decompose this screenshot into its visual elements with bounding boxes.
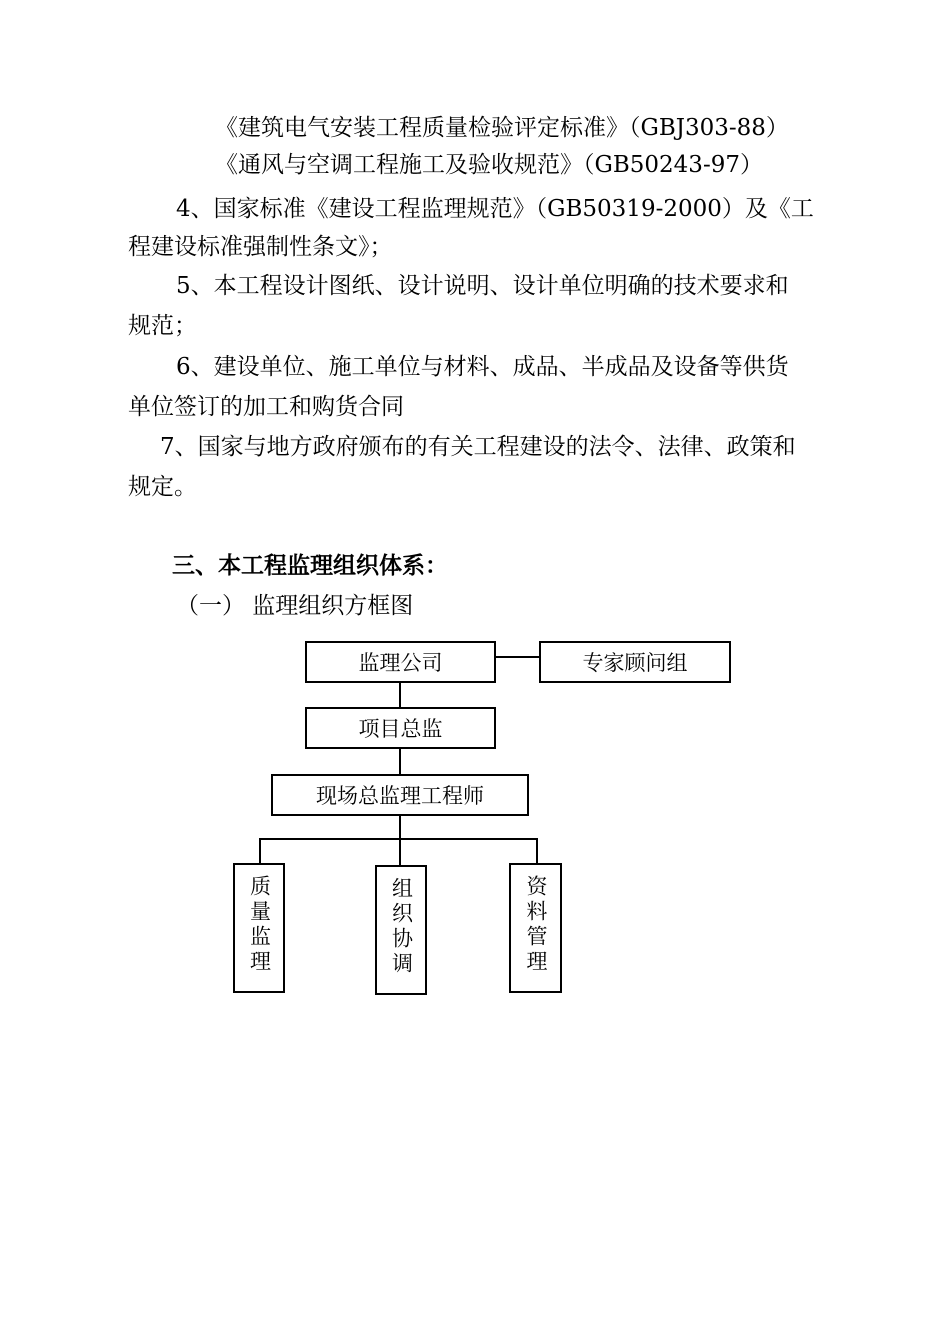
org-box-coordination [375,865,427,995]
connector-company-expert [494,656,541,658]
doc-line-4: 程建设标准强制性条文》； [128,234,393,260]
doc-line-7: 6、建设单位、施工单位与材料、成品、半成品及设备等供货 [176,354,789,380]
doc-line-5: 5、本工程设计图纸、设计说明、设计单位明确的技术要求和 [176,273,789,299]
connector-chief-site [399,748,401,775]
org-label-site-chief-engineer: 现场总监理工程师 [316,784,484,808]
org-label-expert-group: 专家顾问组 [582,651,688,675]
connector-company-chief [399,682,401,708]
org-box-quality [233,863,285,993]
doc-line-9: 7、国家与地方政府颁布的有关工程建设的法令、法律、政策和 [160,434,796,460]
org-box-chief-supervisor [305,707,496,749]
org-box-documents [509,863,562,993]
doc-line-6: 规范； [128,313,197,339]
connector-bus-documents [536,838,538,864]
doc-line-2: 《通风与空调工程施工及验收规范》（GB50243-97） [215,152,763,178]
connector-bus-quality [259,838,261,864]
org-box-expert-group [539,641,731,683]
doc-line-8: 单位签订的加工和购货合同 [128,394,404,420]
org-label-chief-supervisor: 项目总监 [358,717,443,741]
section-heading: 三、本工程监理组织体系： [172,553,448,579]
doc-line-1: 《建筑电气安装工程质量检验评定标准》（GBJ303-88） [215,115,789,141]
connector-site-bus [399,815,401,840]
doc-line-3: 4、国家标准《建设工程监理规范》（GB50319-2000）及《工 [176,196,814,222]
org-label-quality: 质量监理 [247,875,272,975]
connector-bus-coordination [399,838,401,866]
org-label-documents: 资料管理 [524,875,548,975]
org-box-company [305,641,496,683]
org-label-coordination: 组织协调 [389,877,414,977]
org-label-company: 监理公司 [358,651,443,675]
org-box-site-chief-engineer [271,774,529,816]
subsection-heading: （一） 监理组织方框图 [176,593,414,619]
doc-line-10: 规定。 [128,474,197,500]
